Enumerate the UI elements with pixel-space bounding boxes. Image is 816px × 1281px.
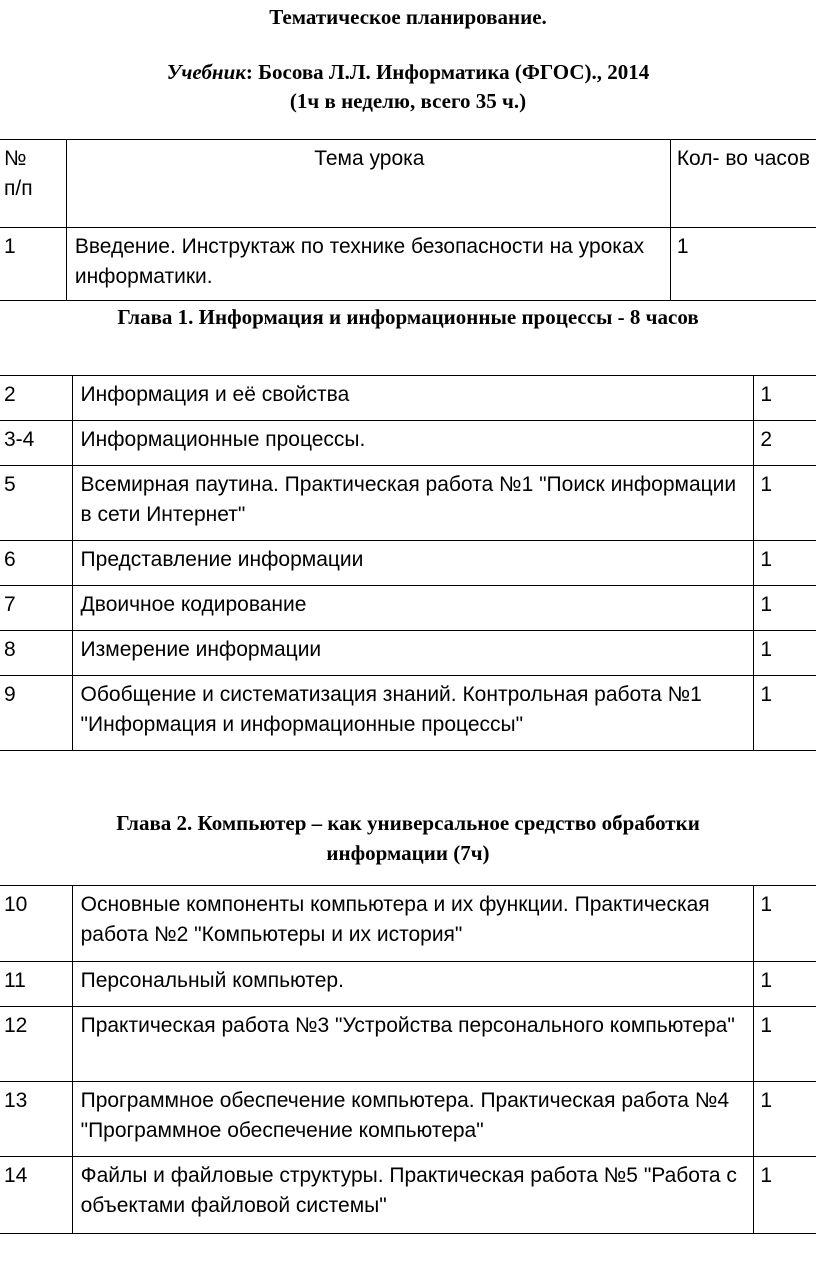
row-num: 1 xyxy=(0,228,66,301)
row-num: 9 xyxy=(0,676,72,751)
hours-note: (1ч в неделю, всего 35 ч.) xyxy=(289,89,527,113)
row-hours: 1 xyxy=(754,886,816,962)
header-topic: Тема урока xyxy=(66,140,670,228)
table-row xyxy=(0,586,816,631)
row-topic: Введение. Инструктаж по технике безопасности на уроках информатики. xyxy=(66,228,670,301)
row-hours: 1 xyxy=(754,466,816,541)
table-row xyxy=(0,228,816,301)
table-row xyxy=(0,376,816,421)
table-row xyxy=(0,886,816,962)
intro-table xyxy=(0,139,816,301)
row-num: 11 xyxy=(0,962,72,1007)
table-row xyxy=(0,1082,816,1157)
table-row xyxy=(0,1157,816,1234)
table-header-row xyxy=(0,140,816,228)
table-row xyxy=(0,676,816,751)
row-topic: Измерение информации xyxy=(72,631,754,676)
row-num: 8 xyxy=(0,631,72,676)
chapter1-table xyxy=(0,375,816,751)
row-num: 3-4 xyxy=(0,421,72,466)
row-hours: 1 xyxy=(754,1157,816,1234)
row-hours: 1 xyxy=(754,586,816,631)
row-topic: Представление информации xyxy=(72,541,754,586)
row-hours: 1 xyxy=(754,1007,816,1082)
table-row xyxy=(0,1007,816,1082)
row-num: 13 xyxy=(0,1082,72,1157)
row-hours: 1 xyxy=(670,228,816,301)
table-row xyxy=(0,421,816,466)
chapter2-table xyxy=(0,885,816,1234)
row-topic: Практическая работа №3 "Устройства персонального компьютера" xyxy=(72,1007,754,1082)
chapter2-title-line1: Глава 2. Компьютер – как универсальное средство обработки xyxy=(116,811,700,835)
row-topic: Программное обеспечение компьютера. Практическая работа №4 "Программное обеспечение компьютера" xyxy=(72,1082,754,1157)
row-num: 10 xyxy=(0,886,72,962)
row-topic: Информационные процессы. xyxy=(72,421,754,466)
row-topic: Обобщение и систематизация знаний. Контрольная работа №1 "Информация и информационные процессы" xyxy=(72,676,754,751)
row-hours: 2 xyxy=(754,421,816,466)
row-num: 6 xyxy=(0,541,72,586)
row-topic: Персональный компьютер. xyxy=(72,962,754,1007)
row-num: 7 xyxy=(0,586,72,631)
header-hours: Кол- во часов xyxy=(670,140,816,228)
chapter1-title: Глава 1. Информация и информационные процессы - 8 часов xyxy=(117,305,699,329)
table-row xyxy=(0,962,816,1007)
row-topic: Двоичное кодирование xyxy=(72,586,754,631)
table-row xyxy=(0,541,816,586)
row-num: 5 xyxy=(0,466,72,541)
table-row xyxy=(0,466,816,541)
row-topic: Информация и её свойства xyxy=(72,376,754,421)
row-num: 12 xyxy=(0,1007,72,1082)
textbook-line xyxy=(0,60,816,85)
row-hours: 1 xyxy=(754,962,816,1007)
textbook-label: Учебник xyxy=(166,60,246,84)
row-hours: 1 xyxy=(754,376,816,421)
page-title: Тематическое планирование. xyxy=(269,5,547,29)
table-row xyxy=(0,631,816,676)
textbook-info: : Босова Л.Л. Информатика (ФГОС)., 2014 xyxy=(245,60,650,84)
row-topic: Всемирная паутина. Практическая работа №1 "Поиск информации в сети Интернет" xyxy=(72,466,754,541)
row-topic: Основные компоненты компьютера и их функции. Практическая работа №2 "Компьютеры и их история" xyxy=(72,886,754,962)
row-hours: 1 xyxy=(754,631,816,676)
row-hours: 1 xyxy=(754,541,816,586)
row-hours: 1 xyxy=(754,676,816,751)
row-hours: 1 xyxy=(754,1082,816,1157)
row-topic: Файлы и файловые структуры. Практическая работа №5 "Работа с объектами файловой системы" xyxy=(72,1157,754,1234)
row-num: 14 xyxy=(0,1157,72,1234)
row-num: 2 xyxy=(0,376,72,421)
chapter2-title-line2: информации (7ч) xyxy=(326,841,490,865)
chapter2-title xyxy=(0,808,816,868)
header-num: № п/п xyxy=(0,140,66,228)
